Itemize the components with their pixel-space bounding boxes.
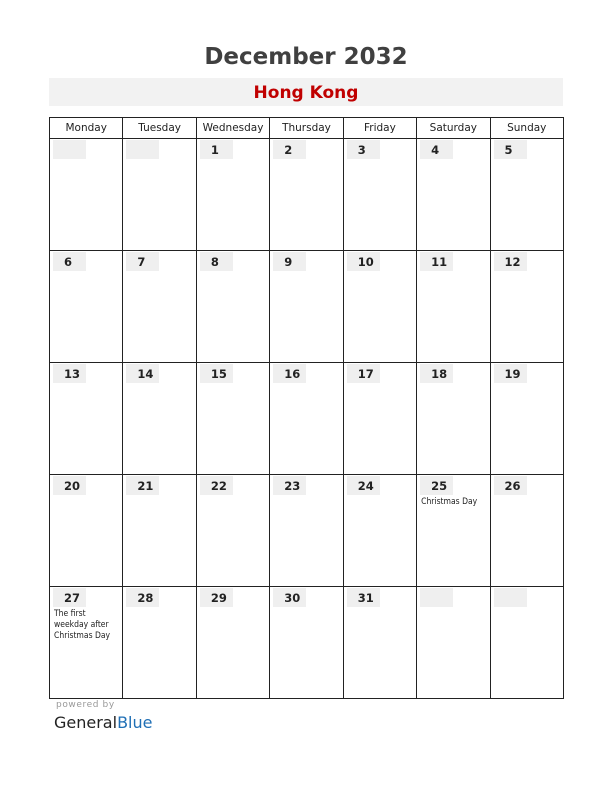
day-cell [417, 475, 490, 587]
day-number-box [347, 140, 380, 159]
day-cell [343, 251, 416, 363]
day-number-box [273, 364, 306, 383]
day-number: 29 [210, 591, 227, 605]
week-row [50, 475, 564, 587]
day-number: 25 [431, 479, 448, 493]
day-cell [50, 475, 123, 587]
day-cell [417, 587, 490, 699]
day-cell [196, 363, 269, 475]
day-cell [50, 587, 123, 699]
day-number: 6 [64, 255, 73, 269]
day-cell [270, 475, 343, 587]
calendar-title: December 2032 [204, 44, 408, 70]
day-number: 27 [64, 591, 81, 605]
day-number-box [126, 140, 159, 159]
day-cell [196, 587, 269, 699]
weekday-header: Wednesday [196, 118, 269, 139]
day-cell [343, 587, 416, 699]
day-cell [417, 139, 490, 251]
day-number-box [494, 588, 527, 607]
week-row [50, 587, 564, 699]
day-number: 7 [137, 255, 146, 269]
day-cell [123, 363, 196, 475]
day-number: 23 [284, 479, 301, 493]
day-number-box [200, 476, 233, 495]
country-header: Hong Kong [49, 78, 563, 106]
day-number: 18 [431, 367, 448, 381]
day-number-box [494, 476, 527, 495]
day-cell [50, 139, 123, 251]
day-number: 17 [357, 367, 374, 381]
day-number-box [53, 476, 86, 495]
day-number: 22 [210, 479, 227, 493]
day-number-box [200, 140, 233, 159]
weekday-header: Monday [50, 118, 123, 139]
day-number: 2 [284, 143, 293, 157]
day-number: 10 [357, 255, 374, 269]
day-cell [270, 139, 343, 251]
day-cell [270, 363, 343, 475]
weekday-header: Thursday [270, 118, 343, 139]
day-number: 16 [284, 367, 301, 381]
day-cell [417, 251, 490, 363]
day-cell [490, 251, 563, 363]
day-number-box [126, 252, 159, 271]
day-number: 9 [284, 255, 293, 269]
day-number: 8 [210, 255, 219, 269]
day-number: 12 [504, 255, 521, 269]
day-number-box [347, 252, 380, 271]
day-cell [50, 363, 123, 475]
day-number: 24 [357, 479, 374, 493]
day-number: 13 [64, 367, 81, 381]
day-number-box [200, 588, 233, 607]
week-row [50, 251, 564, 363]
day-number-box [494, 252, 527, 271]
day-cell [343, 139, 416, 251]
day-number: 19 [504, 367, 521, 381]
brand-general: General [54, 713, 118, 732]
day-cell [490, 587, 563, 699]
day-number-box [126, 476, 159, 495]
day-number: 30 [284, 591, 301, 605]
day-number-box [347, 364, 380, 383]
weekday-header: Saturday [417, 118, 490, 139]
weekday-header-row [50, 118, 564, 139]
day-number-box [200, 252, 233, 271]
holiday-label: Christmas Day [421, 497, 478, 507]
day-number-box [273, 140, 306, 159]
day-number-box [420, 252, 453, 271]
day-number-box [53, 252, 86, 271]
day-number-box [420, 476, 453, 495]
day-cell [196, 475, 269, 587]
day-cell [417, 363, 490, 475]
day-number: 3 [357, 143, 366, 157]
day-cell [343, 363, 416, 475]
day-number: 1 [210, 143, 219, 157]
day-number-box [494, 364, 527, 383]
week-row [50, 363, 564, 475]
day-number: 14 [137, 367, 154, 381]
calendar-grid [49, 117, 564, 699]
day-number: 28 [137, 591, 154, 605]
powered-by-text: powered by [56, 700, 115, 710]
day-cell [196, 251, 269, 363]
day-number: 31 [357, 591, 374, 605]
day-number: 20 [64, 479, 81, 493]
day-cell [343, 475, 416, 587]
day-number: 11 [431, 255, 448, 269]
holiday-label: The first weekday after Christmas Day [54, 609, 111, 641]
day-number: 4 [431, 143, 440, 157]
day-number-box [53, 140, 86, 159]
day-number-box [494, 140, 527, 159]
day-cell [490, 139, 563, 251]
day-number-box [53, 364, 86, 383]
weekday-header: Tuesday [123, 118, 196, 139]
weekday-header: Sunday [490, 118, 563, 139]
day-cell [123, 139, 196, 251]
day-cell [490, 475, 563, 587]
day-number-box [420, 140, 453, 159]
day-cell [270, 251, 343, 363]
weekday-header: Friday [343, 118, 416, 139]
day-number-box [53, 588, 86, 607]
brand-blue: Blue [117, 713, 153, 732]
day-cell [50, 251, 123, 363]
day-cell [123, 587, 196, 699]
day-number-box [200, 364, 233, 383]
day-number-box [273, 252, 306, 271]
day-cell [123, 251, 196, 363]
day-number: 21 [137, 479, 154, 493]
day-number: 26 [504, 479, 521, 493]
day-number-box [420, 364, 453, 383]
day-cell [196, 139, 269, 251]
day-number: 5 [504, 143, 513, 157]
day-number-box [420, 588, 453, 607]
generalblue-logo[interactable] [54, 713, 152, 732]
day-number-box [273, 476, 306, 495]
day-number-box [126, 588, 159, 607]
day-number: 15 [210, 367, 227, 381]
day-cell [490, 363, 563, 475]
day-cell [270, 587, 343, 699]
day-number-box [347, 476, 380, 495]
day-cell [123, 475, 196, 587]
day-number-box [126, 364, 159, 383]
week-row [50, 139, 564, 251]
day-number-box [347, 588, 380, 607]
day-number-box [273, 588, 306, 607]
